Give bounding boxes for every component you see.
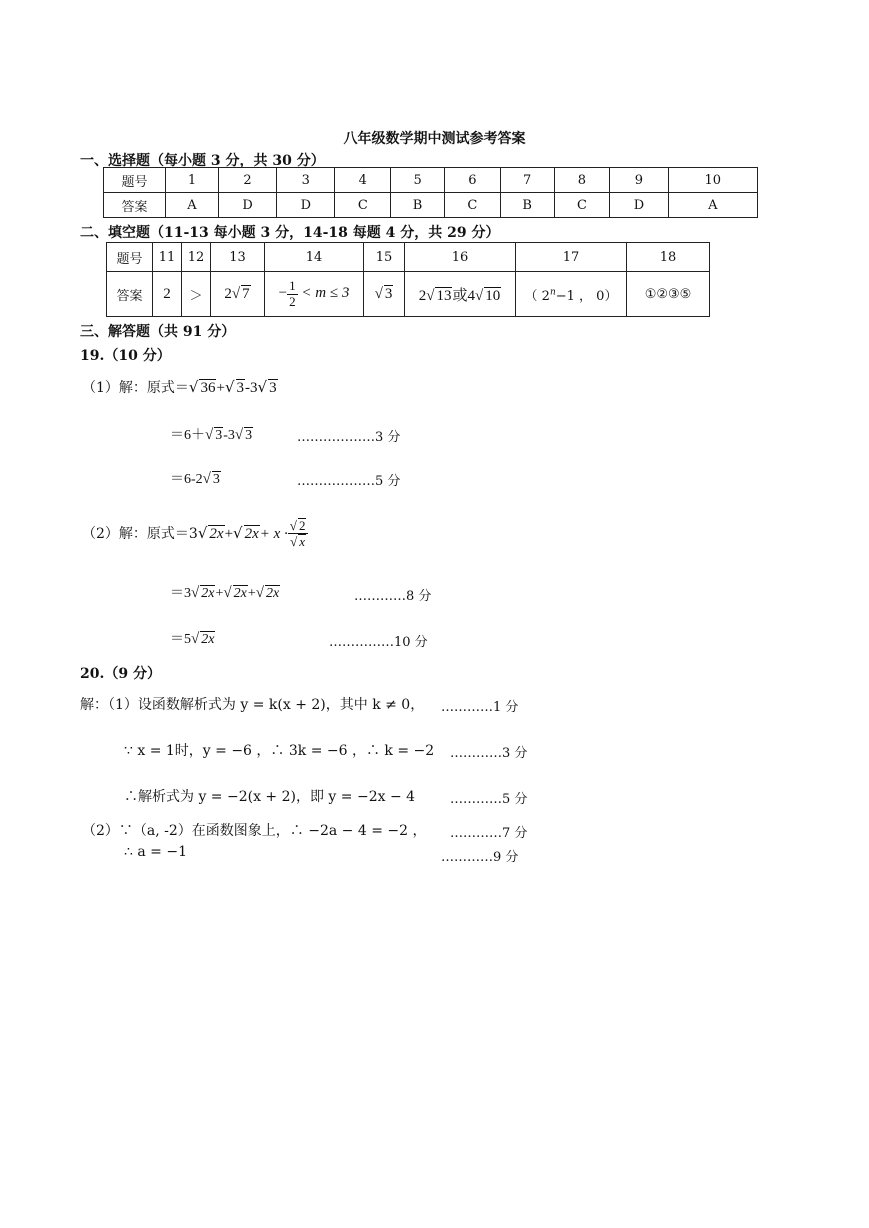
table-cell: 2 [153, 272, 182, 317]
q20-line3: ∴解析式为 y = −2(x + 2)，即 y = −2x − 4 [124, 789, 416, 805]
operator: + x · [259, 525, 288, 542]
fraction [287, 279, 298, 309]
sqrt-icon: √ [224, 378, 235, 396]
step-prefix: ＝6-2 [170, 472, 203, 487]
fraction-numerator: 1 [289, 278, 296, 294]
operator: + [247, 586, 256, 601]
fraction-denominator: 2 [289, 293, 296, 309]
q20-line1: 解：（1）设函数解析式为 y = k(x + 2)，其中 k ≠ 0， [80, 697, 425, 713]
table-cell: 7 [500, 168, 554, 193]
score-note: …………8 分 [354, 589, 432, 604]
table-cell: 16 [405, 243, 516, 272]
page-title: 八年级数学期中测试参考答案 [343, 131, 526, 147]
section2-heading: 二、填空题（11-13 每小题 3 分，14-18 每题 4 分，共 29 分） [80, 225, 500, 241]
section1-heading: 一、选择题（每小题 3 分，共 30 分） [80, 153, 325, 169]
fraction-denominator [290, 534, 306, 549]
radicand: 36 [200, 380, 216, 396]
score-note: …………1 分 [441, 700, 519, 715]
row-label-question: 题号 [107, 243, 153, 272]
radicand: 2 [298, 518, 306, 533]
table-cell: 4 [335, 168, 391, 193]
radicand: 3 [215, 428, 223, 443]
score-note: …………9 分 [441, 850, 519, 865]
radicand: 2x [233, 586, 247, 601]
row-label-question: 题号 [104, 168, 166, 193]
score-note: …………7 分 [450, 826, 528, 841]
radicand: 2x [201, 632, 215, 647]
table-cell [516, 272, 627, 317]
radicand: 3 [384, 286, 393, 302]
operator: + [224, 525, 234, 542]
table-cell: 9 [610, 168, 668, 193]
sqrt-icon: √ [289, 518, 297, 533]
sqrt-icon: √ [475, 287, 484, 304]
exponent: n [549, 287, 556, 298]
table-cell: 17 [516, 243, 627, 272]
table-cell: 13 [211, 243, 265, 272]
q19-part1-line2 [170, 424, 253, 444]
sqrt-icon: √ [191, 631, 200, 647]
score-note: …………3 分 [450, 746, 528, 761]
coefficient: 2 [224, 286, 232, 302]
radicand: x [299, 534, 306, 550]
table-cell: 2 [218, 168, 276, 193]
table-cell: 8 [554, 168, 610, 193]
q20-line4: （2）∵（a, -2）在函数图象上，∴ −2a − 4 = −2 ， [82, 823, 427, 839]
table-cell: D [610, 193, 668, 218]
conjunction: 或 [452, 287, 468, 304]
table-cell [364, 272, 405, 317]
q20-heading: 20.（9 分） [80, 666, 161, 682]
q20-line5: ∴ a = −1 [124, 844, 187, 860]
step-prefix: ＝5 [170, 632, 191, 647]
table-cell [405, 272, 516, 317]
operator: + [216, 380, 225, 396]
choice-answer-table [103, 167, 758, 218]
sqrt-icon: √ [223, 585, 232, 601]
radicand: 13 [436, 287, 452, 304]
fraction [288, 518, 309, 550]
coefficient: 2 [418, 287, 427, 304]
minus-sign: − [278, 285, 288, 302]
sqrt-icon: √ [255, 585, 264, 601]
table-cell: A [668, 193, 757, 218]
table-cell: 18 [627, 243, 710, 272]
table-cell: 11 [153, 243, 182, 272]
table-cell: 1 [166, 168, 219, 193]
score-note: ………………5 分 [297, 474, 401, 489]
table-row [107, 243, 710, 272]
section3-heading: 三、解答题（共 91 分） [80, 324, 236, 340]
table-cell: ＞ [182, 272, 211, 317]
score-note: …………5 分 [450, 792, 528, 807]
sqrt-icon: √ [197, 523, 208, 542]
table-cell [211, 272, 265, 317]
table-row [104, 193, 758, 218]
step-label: （1）解：原式＝ [82, 380, 189, 396]
q20-line2: ∵ x = 1时，y = −6 ，∴ 3k = −6 ，∴ k = −2 [124, 743, 435, 759]
radicand: 2x [244, 525, 259, 542]
table-row [107, 272, 710, 317]
radicand: 7 [242, 286, 250, 302]
table-cell: 10 [668, 168, 757, 193]
score-note: ……………10 分 [329, 635, 428, 650]
sqrt-icon: √ [257, 378, 268, 396]
table-cell: 5 [391, 168, 445, 193]
point-rest: −1 ， 0） [555, 288, 618, 304]
table-cell: B [500, 193, 554, 218]
operator: + [215, 586, 224, 601]
radicand: 3 [269, 380, 277, 396]
sqrt-icon: √ [290, 534, 298, 550]
sqrt-icon: √ [426, 287, 435, 304]
sqrt-icon: √ [202, 471, 211, 487]
operator: -3 [223, 428, 235, 443]
sqrt-icon: √ [374, 286, 383, 302]
sqrt-icon: √ [234, 427, 244, 443]
table-cell: C [554, 193, 610, 218]
sqrt-icon: √ [205, 427, 214, 443]
table-cell: 3 [277, 168, 335, 193]
table-cell: A [166, 193, 219, 218]
table-cell: C [335, 193, 391, 218]
table-cell: B [391, 193, 445, 218]
q19-heading: 19.（10 分） [80, 348, 171, 364]
radicand: 2x [265, 586, 280, 601]
table-cell: 12 [182, 243, 211, 272]
table-cell: D [218, 193, 276, 218]
table-row [104, 168, 758, 193]
table-cell: C [444, 193, 500, 218]
q19-part1-line1 [82, 377, 278, 397]
sqrt-icon: √ [188, 378, 199, 396]
fill-answer-table [106, 242, 710, 317]
sqrt-icon: √ [191, 585, 200, 601]
operator: -3 [245, 380, 258, 396]
radicand: 3 [212, 472, 220, 487]
table-cell: 15 [364, 243, 405, 272]
fraction-numerator [288, 518, 309, 534]
row-label-answer: 答案 [104, 193, 166, 218]
radicand: 3 [245, 428, 253, 443]
radicand: 2x [209, 525, 224, 542]
q19-part2-line3 [170, 628, 215, 648]
score-note: ………………3 分 [297, 430, 401, 445]
radicand: 3 [236, 380, 245, 396]
q19-part2-line2 [170, 582, 280, 602]
coefficient: 4 [467, 287, 475, 304]
step-prefix: ＝3 [170, 586, 191, 601]
table-cell: 14 [265, 243, 364, 272]
step-label: （2）解：原式＝3 [82, 525, 198, 542]
radicand: 10 [485, 287, 501, 304]
inequality-rest: < m ≤ 3 [301, 285, 350, 302]
table-cell: 6 [444, 168, 500, 193]
step-prefix: ＝6＋ [170, 428, 205, 443]
table-cell [265, 272, 364, 317]
q19-part1-line3 [170, 468, 221, 488]
sqrt-icon: √ [231, 286, 241, 302]
radicand: 2x [201, 586, 215, 601]
row-label-answer: 答案 [107, 272, 153, 317]
q19-part2-line1 [82, 518, 308, 550]
table-cell: D [277, 193, 335, 218]
sqrt-icon: √ [233, 523, 243, 542]
point-open: （ 2 [524, 288, 550, 304]
table-cell: ①②③⑤ [627, 272, 710, 317]
